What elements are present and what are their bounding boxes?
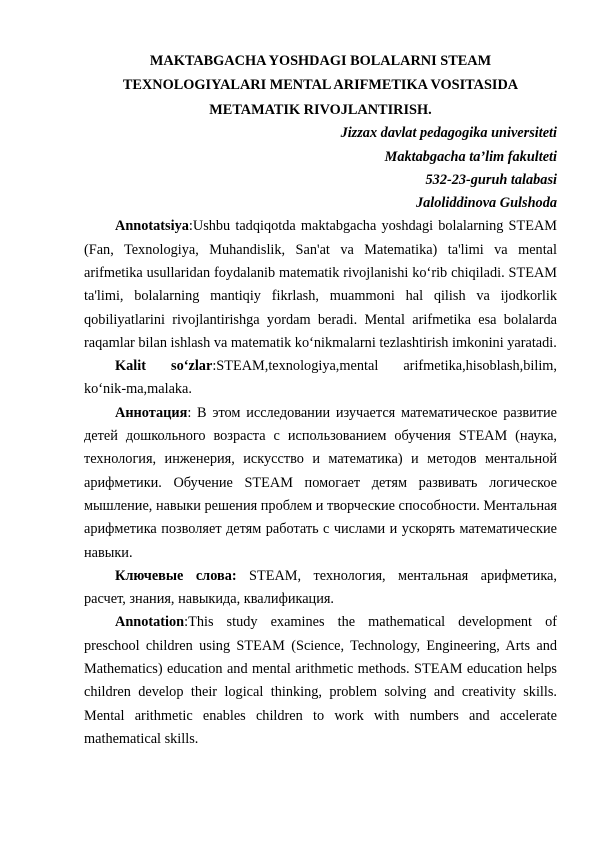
title-line-3: METAMATIK RIVOJLANTIRISH. xyxy=(209,101,432,118)
uz-annotation-text: :Ushbu tadqiqotda maktabgacha yoshdagi bolalarning STEAM (Fan, Texnologiya, Muhandislik, San'at va Matematika) ta'limi va mental arifmetika usullaridan foydalanib matematik rivojlanishi ko‘rib chiqiladi. STEAM ta'limi, bolalarning mantiqiy fikrlash, muammoni hal qilish va ijodkorlik qobiliyatlarini rivojlantirishga yordam beradi. Mental arifmetika esa bolalarda raqamlar bilan ishlash va matematik ko‘nikmalarni tezlashtirish imkonini yaratadi. xyxy=(84,218,557,351)
uz-keywords-label: Kalit so‘zlar xyxy=(115,358,213,375)
author-faculty: Maktabgacha ta’lim fakulteti xyxy=(384,148,557,165)
ru-keywords-label: Ключевые слова: xyxy=(115,567,237,584)
document-page xyxy=(84,49,557,751)
author-block xyxy=(84,122,557,215)
uz-keywords xyxy=(84,355,557,402)
uz-annotation-label: Annotatsiya xyxy=(115,218,189,235)
ru-keywords-text: STEAM, технология, ментальная арифметика, расчет, знания, навыкида, квалификация. xyxy=(84,567,557,608)
ru-keywords xyxy=(84,565,557,612)
author-university: Jizzax davlat pedagogika universiteti xyxy=(340,125,557,142)
paper-title xyxy=(84,49,557,122)
title-line-2: TEXNOLOGIYALARI MENTAL ARIFMETIKA VOSITASIDA xyxy=(122,77,519,94)
author-group: 532-23-guruh talabasi xyxy=(425,171,557,188)
ru-annotation-text: : В этом исследовании изучается математическое развитие детей дошкольного возраста с использованием обучения STEAM (наука, технология, инженерия, искусство и математика) и методов ментальной арифметики. Обучение STEAM помогает детям развивать логическое мышление, навыки решения проблем и творческие способности. Ментальная арифметика позволяет детям работать с числами и ускорять математические навыки. xyxy=(84,404,558,561)
en-annotation xyxy=(84,611,557,751)
title-line-1: MAKTABGACHA YOSHDAGI BOLALARNI STEAM xyxy=(149,53,492,69)
ru-annotation-label: Аннотация xyxy=(115,404,188,421)
ru-annotation xyxy=(84,402,557,565)
en-annotation-label: Annotation xyxy=(115,614,185,631)
author-name: Jaloliddinova Gulshoda xyxy=(415,195,557,212)
uz-annotation xyxy=(84,215,557,355)
en-annotation-text: :This study examines the mathematical development of preschool children using STEAM (Science, Technology, Engineering, Arts and Mathematics) education and mental arithmetic methods. STEAM education helps children develop their logical thinking, problem solving and creativity skills. Mental arithmetic enables children to work with numbers and accelerate mathematical skills. xyxy=(84,614,557,747)
uz-keywords-text: :STEAM,texnologiya,mental arifmetika,hisoblash,bilim, ko‘nik-ma,malaka. xyxy=(84,358,557,398)
